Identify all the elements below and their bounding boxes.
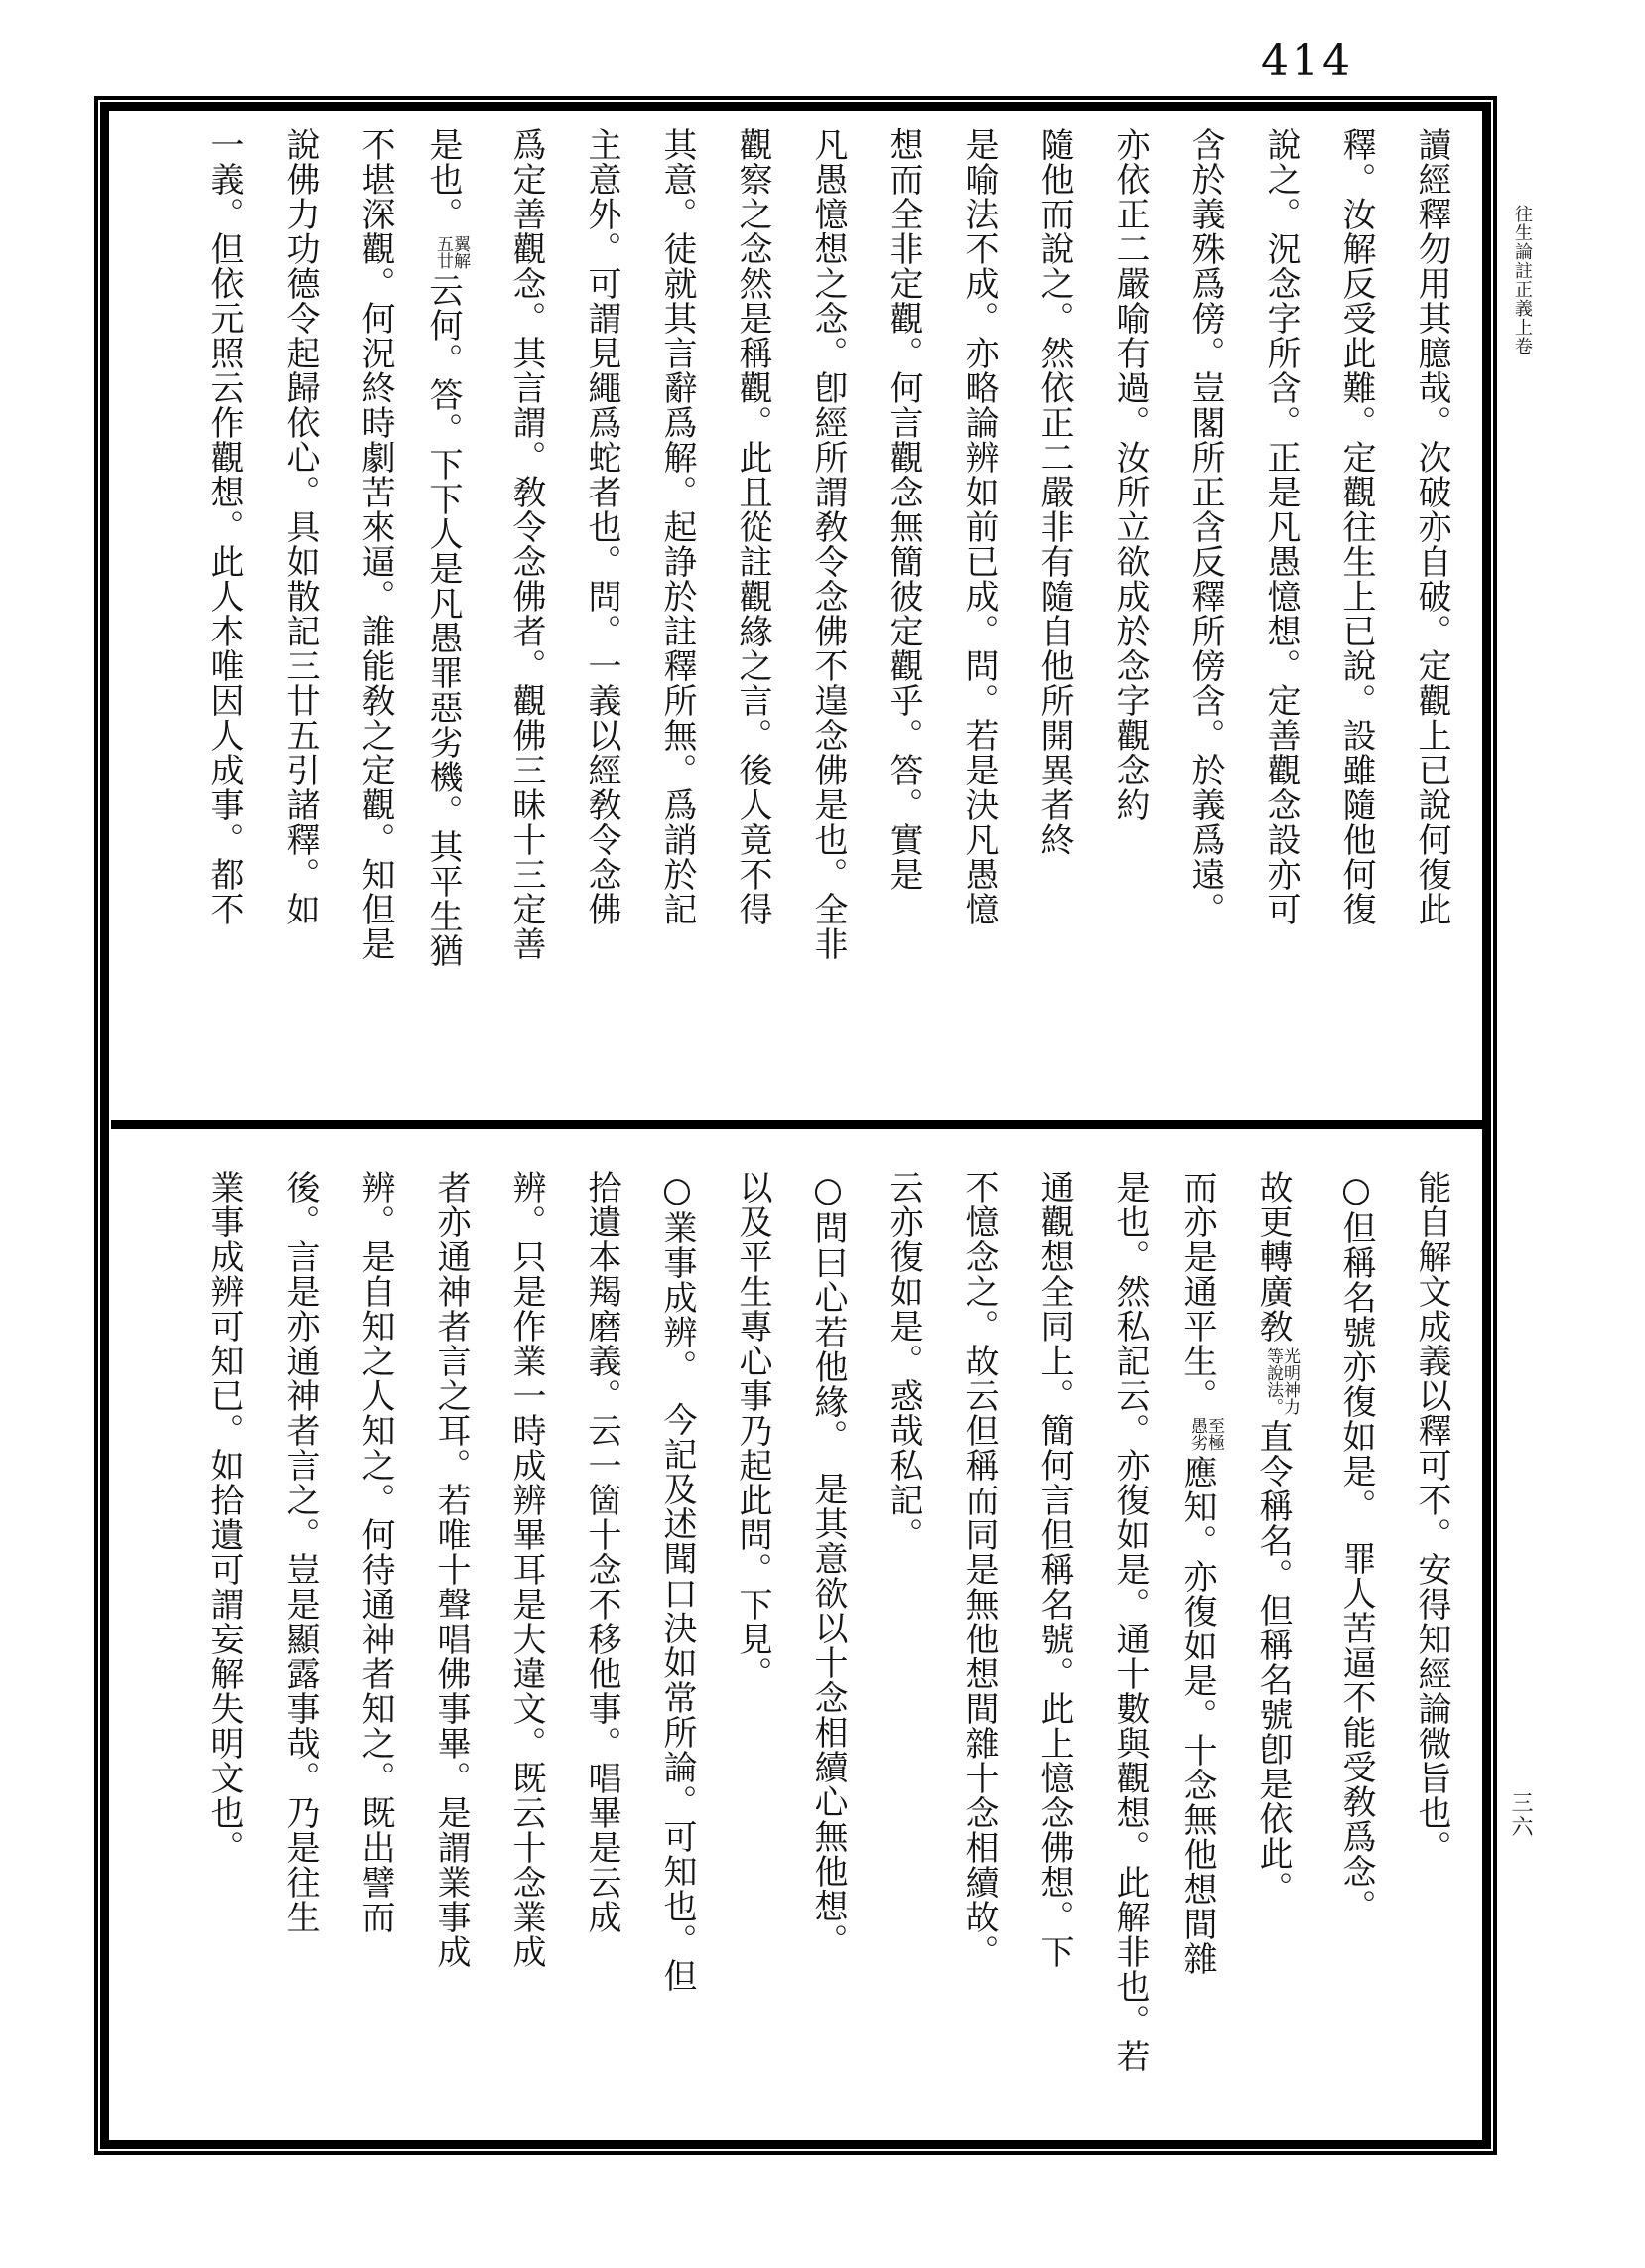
column-text: 不堪深觀。何況終時劇苦來逼。誰能敎之定觀。知但是 (355, 127, 395, 961)
column-text: 讀經釋勿用其臆哉。次破亦自破。定觀上已說何復此 (1412, 127, 1451, 926)
column-text: 直令稱名。但稱名號卽是依此。 (1253, 1419, 1293, 1906)
column-text: 說之。況念字所含。正是凡愚憶想。定善觀念設亦可 (1261, 127, 1301, 926)
text-column (1261, 127, 1301, 1126)
column-text: 辨。是自知之人知之。何待通神者知之。既出譬而 (355, 1170, 395, 1934)
text-column (1185, 127, 1225, 1126)
text-column (1177, 1170, 1224, 2119)
column-text: 以及平生專心事乃起此問。下見。 (733, 1170, 772, 1691)
column-text: 者亦通神者言之耳。若唯十聲唱佛事畢。是謂業事成 (431, 1170, 471, 1969)
column-text: 應知。亦復如是。十念無他想間雜 (1177, 1455, 1217, 1976)
block-divider-rule (111, 1120, 1491, 1129)
text-column (1110, 1170, 1150, 2119)
text-column (1034, 1170, 1074, 2119)
column-text: 是喻法不成。亦略論辨如前已成。問。若是決凡愚憶 (959, 127, 999, 926)
text-column (1110, 127, 1150, 1126)
column-text: 辨。只是作業一時成辨畢耳是大違文。既云十念業成 (506, 1170, 546, 1969)
top-text-block (124, 127, 1451, 1126)
text-column (884, 1170, 923, 2119)
text-column (355, 1170, 395, 2119)
text-column (205, 127, 244, 1126)
annotation-note-line: 翼解 (450, 235, 470, 269)
text-column (423, 127, 470, 1126)
column-text: 故更轉廣敎 (1253, 1170, 1293, 1344)
page-number: 414 (1261, 36, 1353, 86)
column-text: ○業事成辨。 今記及述聞口決如常所論。可知也。但 (657, 1170, 697, 1993)
text-column (1412, 1170, 1451, 2119)
column-text: 其意。徒就其言辭爲解。起諍於註釋所無。爲誚於記 (657, 127, 697, 926)
text-column (431, 1170, 471, 2119)
text-column (355, 127, 395, 1126)
column-text: 業事成辨可知已。如拾遺可謂妄解失明文也。 (205, 1170, 244, 1865)
text-column (280, 1170, 320, 2119)
inline-annotation-note (1188, 1417, 1222, 1451)
text-column (506, 127, 546, 1126)
column-text: 云亦復如是。惑哉私記。 (884, 1170, 923, 1552)
folio-number: 三六 (1508, 1791, 1533, 1839)
column-text: 能自解文成義以釋可不。安得知經論微旨也。 (1412, 1170, 1451, 1865)
text-column (582, 127, 621, 1126)
inline-annotation-note (434, 235, 468, 269)
inline-annotation-note (1264, 1347, 1298, 1415)
text-column (1253, 1170, 1300, 2119)
column-text: 含於義殊爲傍。豈閣所正含反釋所傍含。於義爲遠。 (1185, 127, 1225, 926)
column-text: 觀察之念然是稱觀。此且從註觀緣之言。後人竟不得 (733, 127, 772, 926)
column-text: 凡愚憶想之念。卽經所謂敎令念佛不遑念佛是也。全非 (808, 127, 848, 961)
column-text: 隨他而說之。然依正二嚴非有隨自他所開異者終 (1034, 127, 1074, 857)
column-text: 是也。然私記云。亦復如是。通十數與觀想。此解非也。若 (1110, 1170, 1150, 2073)
column-text: 亦依正二嚴喻有過。汝所立欲成於念字觀念約 (1110, 127, 1150, 822)
text-column (1336, 1170, 1376, 2119)
column-text: 爲定善觀念。其言謂。敎令念佛者。觀佛三昧十三定善 (506, 127, 546, 961)
text-column (959, 1170, 999, 2119)
text-column (884, 127, 923, 1126)
column-text: 通觀想全同上。簡何言但稱名號。此上憶念佛想。下 (1034, 1170, 1074, 1969)
annotation-note-line: 至極 (1204, 1417, 1224, 1451)
text-column (280, 127, 320, 1126)
text-column (506, 1170, 546, 2119)
text-column (582, 1170, 621, 2119)
annotation-note-line: 等說法。 (1263, 1347, 1283, 1415)
annotation-note-line: 五廿 (433, 235, 453, 269)
column-text: 不憶念之。故云但稱而同是無他想間雜十念相續故。 (959, 1170, 999, 1969)
text-column (1412, 127, 1451, 1126)
column-text: 是也。 (423, 127, 463, 231)
column-text: 想而全非定觀。何言觀念無簡彼定觀乎。答。實是 (884, 127, 923, 892)
column-text: 釋。汝解反受此難。定觀往生上已說。設雖隨他何復 (1336, 127, 1376, 926)
text-column (733, 1170, 772, 2119)
text-column (1034, 127, 1074, 1126)
column-text: 說佛力功德令起歸依心。具如散記三廿五引諸釋。如 (280, 127, 320, 926)
text-column (657, 1170, 697, 2119)
column-text: ○問曰心若他緣。 是其意欲以十念相續心無他想。 (808, 1170, 848, 1958)
column-text: 後。言是亦通神者言之。豈是顯露事哉。乃是往生 (280, 1170, 320, 1934)
column-text: 拾遺本羯磨義。云一箇十念不移他事。唱畢是云成 (582, 1170, 621, 1934)
column-text: 而亦是通平生。 (1177, 1170, 1217, 1413)
running-title: 往生論註正義上卷 (1512, 205, 1533, 355)
text-column (733, 127, 772, 1126)
bottom-text-block (124, 1170, 1451, 2119)
annotation-note-line: 愚劣 (1187, 1417, 1207, 1451)
text-column (808, 127, 848, 1126)
annotation-note-line: 光明神力 (1280, 1347, 1300, 1415)
text-column (808, 1170, 848, 2119)
text-column (205, 1170, 244, 2119)
column-text: ○但稱名號亦復如是。 罪人苦逼不能受敎爲念。 (1336, 1170, 1376, 1923)
text-column (657, 127, 697, 1126)
column-text: 一義。但依元照云作觀想。此人本唯因人成事。都不 (205, 127, 244, 926)
text-column (1336, 127, 1376, 1126)
text-column (959, 127, 999, 1126)
column-text: 主意外。可謂見繩爲蛇者也。問。一義以經敎令念佛 (582, 127, 621, 926)
column-text: 云何。答。下下人是凡愚罪惡劣機。其平生猶 (423, 273, 463, 968)
